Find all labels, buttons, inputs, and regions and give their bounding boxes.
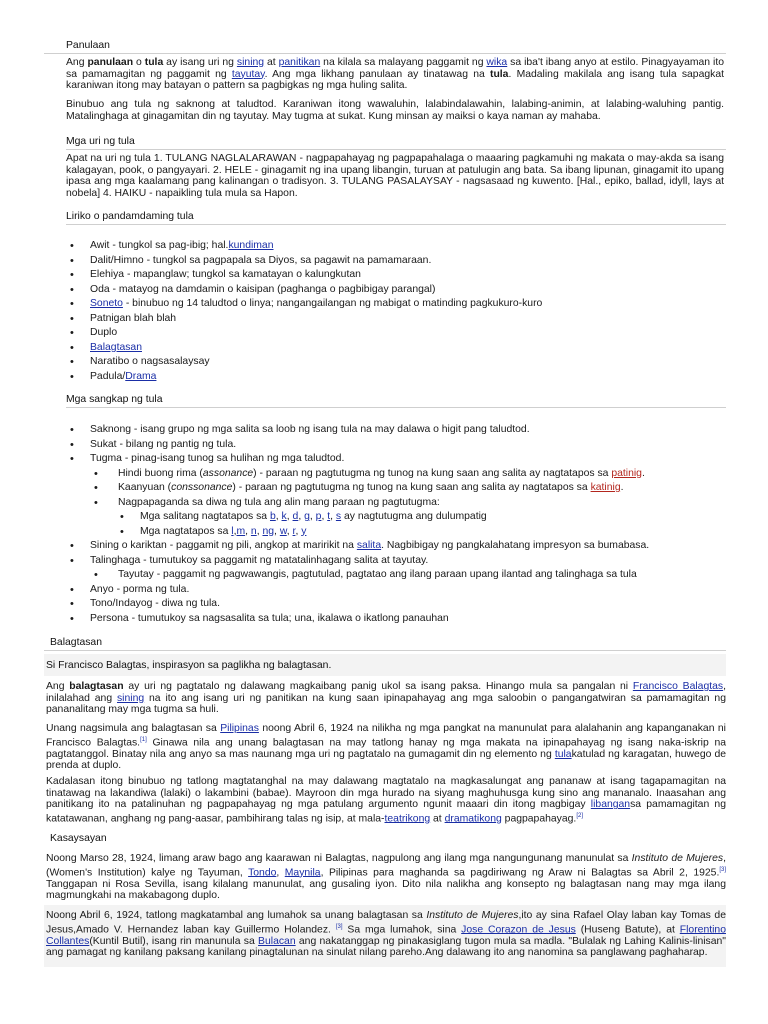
reference-link[interactable]: [3] bbox=[335, 923, 343, 930]
link-letter-m[interactable]: m bbox=[236, 525, 246, 537]
section-heading-uri: Mga uri ng tula bbox=[66, 136, 135, 147]
paragraph: Kadalasan itong binubuo ng tatlong magtatanghal na may dalawang magtatalo na magkasalungat ang pananaw at isang tagapamagitan na tinatawag na lakandiwa (lalaki) o lakambini (babae). Mayroon din mga hurado na siyang maghuhusga kung sino ang mananalo. Inaasahan ang panitikang ito na patalinuhan ng pagpapahayag ng mga patulang argumento ngunit maaari din itong magbigay libangansa pamamagitan ng katatawanan, anghang ng pang-aasar, pambihirang talas ng isip, at mala-teatrikong at dramatikong pagpapahayag.[2] bbox=[46, 776, 726, 825]
link-letter-ng[interactable]: ng bbox=[262, 525, 275, 537]
list-item: • Nagpapaganda sa diwa ng tula ang alin mang paraan ng pagtutugma: bbox=[66, 496, 726, 511]
link-bulacan[interactable]: Bulacan bbox=[258, 935, 296, 947]
link-balagtasan[interactable]: Balagtasan bbox=[90, 341, 142, 353]
link-sining[interactable]: sining bbox=[116, 692, 145, 704]
section-heading-balagtasan: Balagtasan bbox=[50, 637, 102, 648]
list-item: • Soneto - binubuo ng 14 taludtod o linya; nangangailangan ng mabigat o matinding pagkukuro-kuro bbox=[66, 297, 726, 312]
list-item: • Awit - tungkol sa pag-ibig; hal.kundiman bbox=[66, 239, 726, 254]
paragraph: Apat na uri ng tula 1. TULANG NAGLALARAWAN - nagpapahayag ng pagpapahalaga o maaaring pagkamuhi ng makata o may-akda sa isang kalagayan, pook, o pangyayari. 2. HELE - ginagamit ng ina upang libangin, turuan at patulugin ang bata. Sa ibang lipunan, ginagamit ito upang ipasa ang mga kaalamang pang kalinangan o tradisyon. 3. TULANG PASALAYSAY - nagsasaad ng kuwento. [Hal., epiko, ballad, idyll, lays at nobela] 4. HAIKU - napaikling tula mula sa Hapon. bbox=[66, 153, 724, 199]
paragraph: Noong Abril 6, 1924, tatlong magkatambal ang lumahok sa unang balagtasan sa Instituto de Mujeres,ito ay sina Rafael Olay laban kay Tomas de Jesus,Amado V. Hernandez laban kay Guillermo Holandez. [3] Sa mga lumahok, sina Jose Corazon de Jesus (Huseng Batute), at Florentino Collantes(Kuntil Butil), isang rin manunula sa Bulacan ang nakatanggap ng pinakasiglang tugon mula sa madla. "Bulalak ng Lahing Kalinis-linisan" ang pamagat ng kanilang paksang kanilang pinagtalunan na sinulat nilang pareho.Ang dalawang ito ang nanomina sa panglawang paghaharap. bbox=[46, 910, 726, 959]
link-letter-l[interactable]: l bbox=[231, 525, 234, 537]
list-item: • Patnigan blah blah bbox=[66, 312, 726, 327]
link-katinig[interactable]: katinig bbox=[590, 482, 621, 493]
link-libangan[interactable]: libangan bbox=[590, 799, 631, 811]
section-heading-liriko: Liriko o pandamdaming tula bbox=[66, 211, 194, 222]
divider bbox=[44, 650, 726, 651]
link-patinig[interactable]: patinig bbox=[611, 467, 642, 479]
paragraph: Noong Marso 28, 1924, limang araw bago ang kaarawan ni Balagtas, nagpulong ang ilang mga nangungunang manunulat sa Instituto de Mujeres,(Women's Institution) kalye ng Tayuman, Tondo, Maynila, Pilipinas para maghanda sa pagdiriwang ng Araw ni Balagtas sa Abril 2, 1925.[3] Tanggapan ni Rosa Sevilla, isang kilalang manunulat, ang gusaling iyon. Dito nila nalikha ang konsepto ng balagtasan nang may mga ilang magmungkahi na makabagong duplo. bbox=[46, 853, 727, 902]
list-item: • Kaanyuan (conssonance) - paraan ng pagtutugma ng tunog na kung saan ang salita ay nagtatapos sa katinig. bbox=[66, 481, 726, 496]
link-panitikan[interactable]: panitikan bbox=[278, 57, 321, 68]
link-letter-g[interactable]: g bbox=[304, 511, 310, 522]
link-letter-k[interactable]: k bbox=[281, 511, 287, 522]
link-jose-corazon-de-jesus[interactable]: Jose Corazon de Jesus bbox=[461, 924, 576, 936]
link-salita[interactable]: salita bbox=[356, 540, 382, 551]
link-tondo[interactable]: Tondo bbox=[248, 867, 277, 879]
link-pilipinas[interactable]: Pilipinas bbox=[220, 723, 259, 734]
link-letter-p[interactable]: p bbox=[315, 511, 322, 522]
link-letter-t[interactable]: t bbox=[327, 511, 331, 522]
image-caption: Si Francisco Balagtas, inspirasyon sa paglikha ng balagtasan. bbox=[46, 660, 332, 671]
list-item: • Tugma - pinag-isang tunog sa hulihan ng mga taludtod. bbox=[66, 452, 726, 467]
list-item: • Hindi buong rima (assonance) - paraan ng pagtutugma ng tunog na kung saan ang salita ay nagtatapos sa patinig. bbox=[66, 467, 726, 482]
paragraph: Unang nagsimula ang balagtasan sa Pilipinas noong Abril 6, 1924 na nilikha ng mga pangkat na manunulat para alalahanin ang kapanganakan ni Francisco Balagtas.[1] Ginawa nila ang unang balagtasan na may tatlong hanay ng mga makata na ipinapahayag ng isang naka-iskrip na pagtatanggol. Binatay nila ang anyo sa mas naunang mga uri ng pagtatalo na gumagamit din ng elemento ng tulakatulad ng karagatan, huwego de prenda at duplo. bbox=[46, 723, 727, 772]
paragraph: Binubuo ang tula ng saknong at taludtod. Karaniwan itong wawaluhin, lalabindalawahin, lalabing-animin, at lalabing-waluhing pantig. Matalinghaga at ginagamitan din ng tayutay. May tugma at sukat. Kung minsan ay maiksi o kaya naman ay mahaba. bbox=[66, 99, 724, 122]
link-letter-w[interactable]: w bbox=[279, 525, 287, 537]
link-teatrikong[interactable]: teatrikong bbox=[384, 813, 431, 825]
link-letter-y[interactable]: y bbox=[301, 525, 307, 537]
list-item: • Persona - tumutukoy sa nagsasalita sa tula; una, ikalawa o ikatlong panauhan bbox=[66, 612, 726, 627]
list-item: • Tayutay - paggamit ng pagwawangis, pagtutulad, pagtatao ang ilang paraan upang ilantad ang talinghaga sa tula bbox=[66, 568, 726, 583]
list-item: • Mga salitang nagtatapos sa b, k, d, g, p, t, s ay nagtutugma ang dulumpatig bbox=[66, 510, 726, 525]
link-sining[interactable]: sining bbox=[236, 57, 265, 68]
list-item: • Talinghaga - tumutukoy sa paggamit ng matatalinhagang salita at tayutay. bbox=[66, 554, 726, 569]
link-florentino-collantes[interactable]: Florentino Collantes bbox=[46, 924, 726, 947]
liriko-list bbox=[66, 239, 726, 384]
divider bbox=[66, 224, 726, 225]
list-item: • Anyo - porma ng tula. bbox=[66, 583, 726, 598]
divider bbox=[44, 53, 726, 54]
list-item: • Dalit/Himno - tungkol sa pagpapala sa Diyos, sa pagawit na pamamaraan. bbox=[66, 254, 726, 269]
list-item: • Naratibo o nagsasalaysay bbox=[66, 355, 726, 370]
list-item: • Elehiya - mapanglaw; tungkol sa kamatayan o kalungkutan bbox=[66, 268, 726, 283]
list-item: • Mga nagtatapos sa l,m, n, ng, w, r, y bbox=[66, 525, 726, 540]
list-item: • Padula/Drama bbox=[66, 370, 726, 385]
reference-link[interactable]: [1] bbox=[140, 736, 147, 743]
section-heading-sangkap: Mga sangkap ng tula bbox=[66, 394, 163, 405]
link-wika[interactable]: wika bbox=[486, 57, 508, 68]
paragraph: Ang balagtasan ay uri ng pagtatalo ng dalawang magkaibang panig ukol sa isang paksa. Hinango mula sa pangalan ni Francisco Balagtas, inilalahad ang sining na ito ang isang uri ng panitikan na kung saan ipinapahayag ang mga saloobin o pangangatwiran sa pamamagitan ng pananalitang may mga tugma sa huli. bbox=[46, 681, 726, 716]
list-item: • Tono/Indayog - diwa ng tula. bbox=[66, 597, 726, 612]
list-item: • Sukat - bilang ng pantig ng tula. bbox=[66, 438, 726, 453]
link-letter-s[interactable]: s bbox=[335, 511, 342, 522]
link-letter-d[interactable]: d bbox=[292, 511, 299, 522]
link-drama[interactable]: Drama bbox=[125, 370, 157, 382]
divider bbox=[66, 407, 726, 408]
list-item bbox=[66, 341, 726, 356]
divider bbox=[66, 149, 726, 150]
link-dramatikong[interactable]: dramatikong bbox=[444, 813, 502, 825]
link-letter-r[interactable]: r bbox=[292, 525, 296, 537]
paragraph: Ang panulaan o tula ay isang uri ng sining at panitikan na kilala sa malayang paggamit ng wika sa iba't ibang anyo at estilo. Pinagyayaman ito sa pamamagitan ng paggamit ng tayutay. Ang mga likhang panulaan ay tinatawag na tula. Madaling makilala ang isang tula sapagkat karaniwan itong may batayan o pattern sa pagbigkas ng mga huling salita. bbox=[66, 57, 724, 92]
list-item: • Oda - matayog na damdamin o kaisipan (paghanga o pagbibigay parangal) bbox=[66, 283, 726, 298]
link-letter-b[interactable]: b bbox=[269, 511, 276, 522]
section-heading-kasaysayan: Kasaysayan bbox=[50, 833, 107, 844]
reference-link[interactable]: [3] bbox=[719, 866, 727, 873]
link-tayutay[interactable]: tayutay bbox=[231, 68, 265, 80]
reference-link[interactable]: [2] bbox=[576, 812, 583, 819]
list-item: • Saknong - isang grupo ng mga salita sa loob ng isang tula na may dalawa o higit pang taludtod. bbox=[66, 423, 726, 438]
link-maynila[interactable]: Maynila bbox=[284, 867, 321, 879]
link-letter-n[interactable]: n bbox=[250, 525, 257, 537]
link-tula[interactable]: tula bbox=[554, 748, 572, 760]
list-item: • Duplo bbox=[66, 326, 726, 341]
list-item: • Sining o kariktan - paggamit ng pili, angkop at maririkit na salita. Nagbibigay ng pangkalahatang impresyon sa bumabasa. bbox=[66, 539, 726, 554]
section-heading-panulaan: Panulaan bbox=[66, 40, 110, 51]
link-francisco-balagtas[interactable]: Francisco Balagtas bbox=[632, 681, 724, 692]
sangkap-list bbox=[66, 423, 726, 626]
link-soneto[interactable]: Soneto bbox=[90, 298, 123, 309]
link-kundiman[interactable]: kundiman bbox=[228, 240, 274, 251]
